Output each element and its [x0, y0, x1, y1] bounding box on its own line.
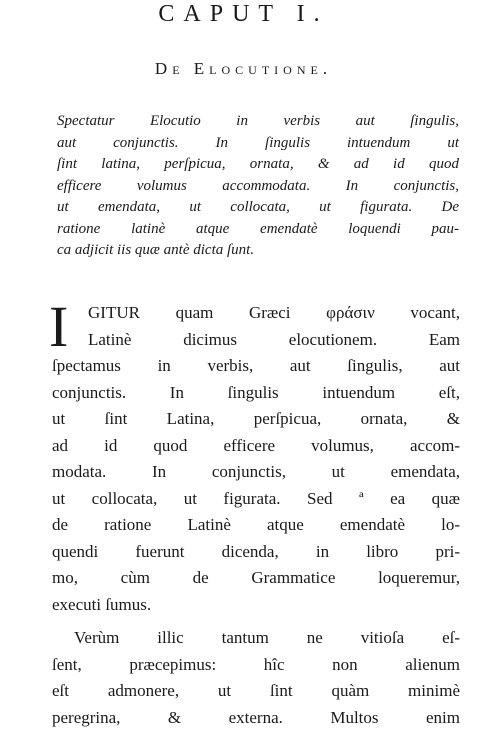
body-line: ſpectamus in verbis, aut ſingulis, aut	[52, 356, 460, 375]
chapter-summary	[57, 111, 459, 262]
summary-line: ca adjicit iis quæ antè dicta ſunt.	[57, 242, 255, 258]
summary-line: aut conjunctis. In ſingulis intuendum ut	[57, 134, 459, 151]
body-line: ut collocata, ut figurata. Sed ª ea quæ	[52, 488, 460, 508]
body-line: ut ſint Latina, perſpicua, ornata, &	[52, 409, 460, 428]
summary-line: ratione latinè atque emendatè loquendi pau-	[57, 220, 459, 237]
body-paragraph-1	[52, 300, 460, 618]
body-line: quendi fuerunt dicenda, in libro pri-	[52, 541, 460, 561]
body-line: mo, cùm de Grammatice loqueremur,	[52, 568, 460, 587]
summary-line: ut emendata, ut collocata, ut figurata. De	[57, 199, 459, 215]
body-line: de ratione Latinè atque emendatè lo-	[52, 515, 460, 534]
body-paragraph-2	[52, 625, 460, 731]
summary-line: Spectatur Elocutio in verbis aut ſingulis,	[57, 113, 459, 129]
body-line: modata. In conjunctis, ut emendata,	[52, 462, 460, 481]
summary-line: efficere volumus accommodata. In conjunctis,	[57, 177, 459, 194]
body-line: GITUR quam Græci φράσιν vocant,	[88, 303, 460, 322]
body-line: Latinè dicimus elocutionem. Eam	[88, 329, 460, 349]
body-line: eſt admonere, ut ſint quàm minimè	[52, 681, 460, 700]
chapter-heading: CAPUT I.	[158, 1, 329, 27]
body-line: Verùm illic tantum ne vitioſa eſ-	[74, 628, 460, 647]
body-line: ſent, præcepimus: hîc non alienum	[52, 654, 460, 674]
body-line: peregrina, & externa. Multos enim	[52, 707, 460, 727]
section-heading: De Elocutione.	[154, 59, 333, 78]
summary-line: ſint latina, perſpicua, ornata, & ad id quod	[57, 156, 459, 172]
body-line: conjunctis. In ſingulis intuendum eſt,	[52, 382, 460, 402]
body-line: ad id quod efficere volumus, accom-	[52, 435, 460, 455]
drop-cap: I	[49, 294, 69, 359]
body-line: executi ſumus.	[52, 594, 152, 614]
